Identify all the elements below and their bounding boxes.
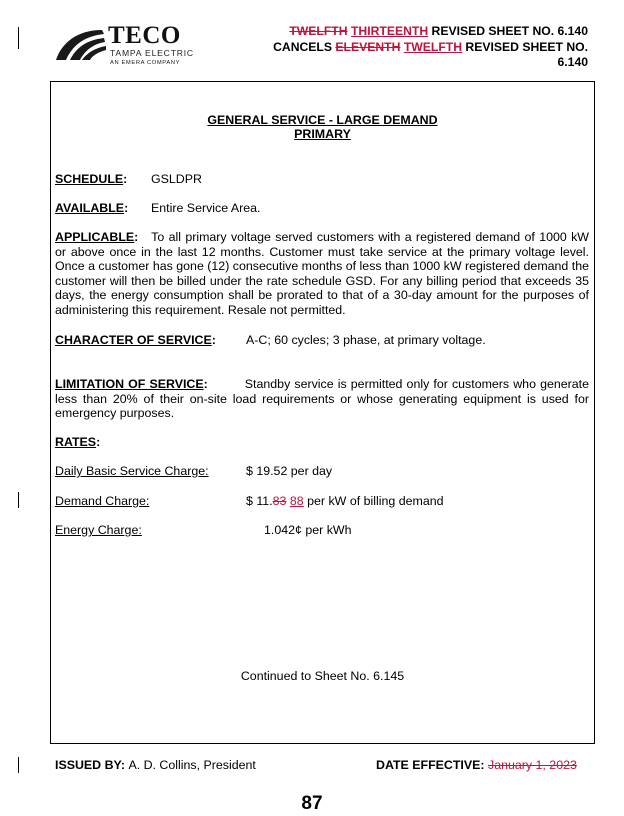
energy-charge-value: 1.042¢ per kWh bbox=[264, 523, 352, 537]
title-line2: PRIMARY bbox=[294, 127, 351, 141]
rates-heading: RATES: bbox=[55, 435, 101, 449]
title-line1: GENERAL SERVICE - LARGE DEMAND bbox=[207, 113, 438, 127]
demand-charge-prefix: $ 11. bbox=[246, 494, 273, 508]
demand-charge-label: Demand Charge: bbox=[55, 494, 150, 508]
date-effective-label: DATE EFFECTIVE: bbox=[376, 758, 485, 772]
logo-subtitle: TAMPA ELECTRIC bbox=[110, 48, 194, 58]
sheet-number-text: REVISED SHEET NO. 6.140 bbox=[431, 24, 588, 38]
revision-bar-footer bbox=[18, 757, 19, 773]
limitation-label: LIMITATION OF SERVICE bbox=[55, 377, 204, 391]
date-effective-value: January 1, 2023 bbox=[488, 758, 577, 772]
page-number: 87 bbox=[301, 793, 323, 814]
logo-tagline: AN EMERA COMPANY bbox=[110, 60, 181, 66]
available-row: AVAILABLE: Entire Service Area. bbox=[55, 201, 261, 215]
demand-charge-suffix: per kW of billing demand bbox=[307, 494, 444, 508]
applicable-label: APPLICABLE bbox=[55, 230, 135, 244]
limitation-paragraph: LIMITATION OF SERVICE: Standby service is permitted only for customers who generate less than 20% of their on-site load requirements or whose generating equipment is used for emergency purposes. bbox=[55, 377, 589, 421]
rates-label: RATES bbox=[55, 435, 97, 449]
daily-charge-value: $ 19.52 per day bbox=[246, 464, 333, 478]
demand-deleted-value: 83 bbox=[272, 494, 287, 508]
energy-charge-row bbox=[55, 523, 589, 538]
page-title bbox=[50, 113, 595, 141]
issued-by bbox=[55, 758, 256, 772]
energy-charge-label: Energy Charge: bbox=[55, 523, 142, 537]
inserted-revision-text: THIRTEENTH bbox=[350, 24, 429, 38]
deleted-revision-text: TWELFTH bbox=[289, 24, 348, 38]
schedule-row: SCHEDULE: GSLDPR bbox=[55, 172, 202, 186]
cancels-text: CANCELS bbox=[273, 39, 333, 54]
schedule-value: GSLDPR bbox=[151, 172, 202, 186]
available-value: Entire Service Area. bbox=[151, 201, 261, 215]
cancels-sheet-text: REVISED SHEET NO. bbox=[465, 39, 588, 54]
date-effective bbox=[376, 758, 577, 772]
daily-charge-row bbox=[55, 464, 589, 479]
character-label: CHARACTER OF SERVICE bbox=[55, 333, 212, 347]
limitation-text: Standby service is permitted only for customers who generate less than 20% of their on-site load requirements or whose generating equipment is used for emergency purposes. bbox=[55, 377, 589, 421]
continued-note: Continued to Sheet No. 6.145 bbox=[240, 669, 405, 683]
schedule-label: SCHEDULE bbox=[55, 172, 124, 186]
logo-wordmark: TECO bbox=[108, 22, 181, 49]
deleted-cancels-text: ELEVENTH bbox=[335, 39, 401, 54]
inserted-cancels-text: TWELFTH bbox=[403, 39, 463, 54]
character-value: A-C; 60 cycles; 3 phase, at primary voltage. bbox=[246, 333, 486, 347]
applicable-paragraph: APPLICABLE: To all primary voltage served customers with a registered demand of 1000 kW or above once in the last 12 months. Customer must take service at the primary voltage level. Once a customer has gone (12) consecutive months of less than 1000 kW registered demand the customer will then be billed under the rate schedule GSD. For any billing period that exceeds 35 days, the energy consumption shall be prorated to that of a 30-day amount for the purposes of administering this requirement. Resale not permitted. bbox=[55, 230, 589, 317]
character-row: CHARACTER OF SERVICE: A-C; 60 cycles; 3 phase, at primary voltage. bbox=[55, 333, 486, 347]
company-logo bbox=[52, 22, 232, 70]
logo-swoosh-icon bbox=[52, 24, 108, 66]
applicable-text: To all primary voltage served customers with a registered demand of 1000 kW or above once in the last 12 months. Customer must take service at the primary voltage level. Once a customer has gone (12) consecutive months of less than 1000 kW registered demand the customer will then be billed under the rate schedule GSD. For any billing period that exceeds 35 days, the energy consumption shall be prorated to that of a 30-day amount for the purposes of administering this requirement. Resale not permitted. bbox=[55, 230, 589, 317]
sheet-header-line2 bbox=[273, 40, 588, 56]
daily-charge-label: Daily Basic Service Charge: bbox=[55, 464, 209, 478]
revision-bar-header bbox=[18, 27, 19, 49]
sheet-header bbox=[273, 24, 588, 71]
demand-charge-value bbox=[246, 494, 444, 509]
issued-by-label: ISSUED BY: bbox=[55, 758, 125, 772]
demand-charge-row bbox=[55, 494, 589, 509]
sheet-header-line1 bbox=[273, 24, 588, 40]
demand-inserted-value: 88 bbox=[289, 494, 304, 508]
available-label: AVAILABLE bbox=[55, 201, 125, 215]
revision-bar-demand bbox=[18, 492, 19, 508]
issued-by-value: A. D. Collins, President bbox=[128, 758, 256, 772]
sheet-header-line3: 6.140 bbox=[557, 55, 588, 69]
